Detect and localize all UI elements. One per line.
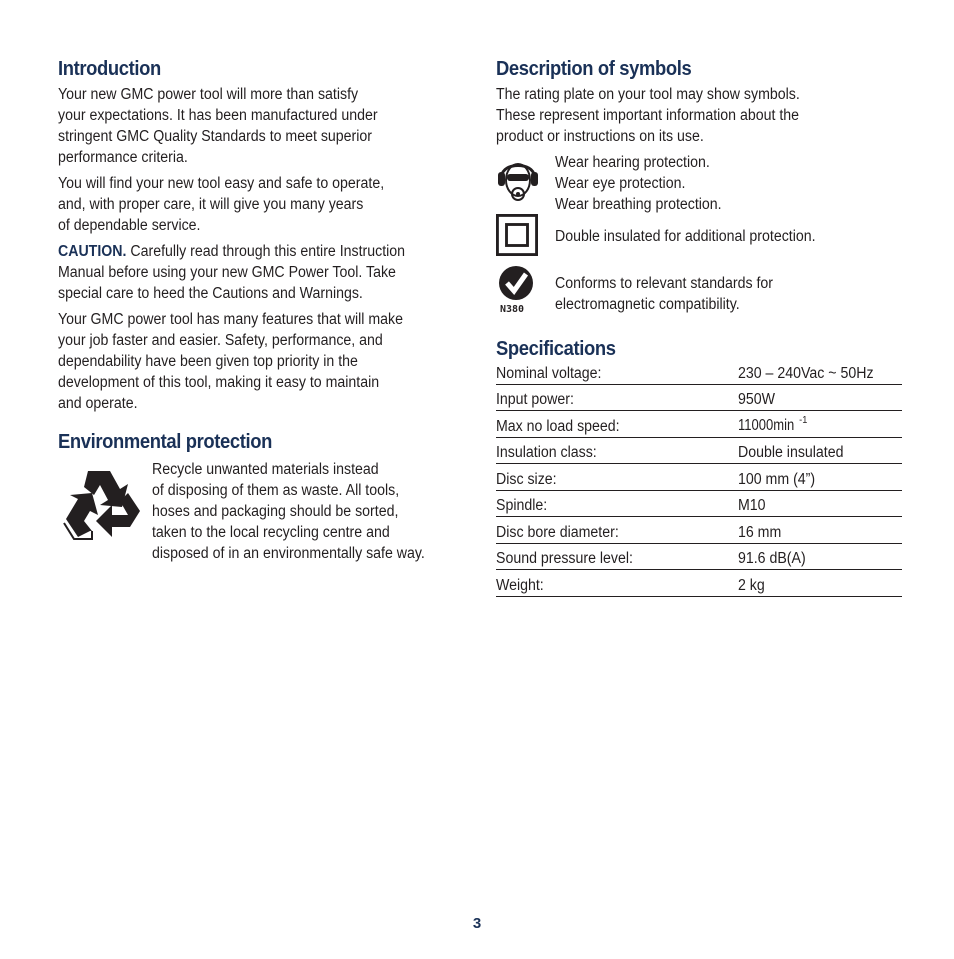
table-row xyxy=(496,384,902,411)
text-line: These represent important information about the xyxy=(496,107,800,124)
spec-value: Double insulated xyxy=(738,437,902,464)
caution-label: CAUTION. xyxy=(58,243,127,260)
environmental-protection-heading: Environmental protection xyxy=(58,431,273,453)
spec-label: Weight: xyxy=(496,570,738,597)
caution-paragraph xyxy=(58,241,453,304)
spec-label: Input power: xyxy=(496,384,738,411)
symbol-row-protection xyxy=(496,152,902,212)
superscript: -1 xyxy=(799,415,808,427)
table-row xyxy=(496,543,902,570)
c-tick-icon xyxy=(496,264,536,302)
text-line: taken to the local recycling centre and xyxy=(152,524,390,541)
environment-block xyxy=(58,459,453,569)
table-row xyxy=(496,437,902,464)
text-line xyxy=(58,241,421,262)
text-line: and, with proper care, it will give you many years xyxy=(58,196,364,213)
text-line: You will find your new tool easy and safe to operate, xyxy=(58,175,385,192)
text-line: dependability have been given top priority in the xyxy=(58,353,358,370)
text-line: hoses and packaging should be sorted, xyxy=(152,503,399,520)
spec-value: 100 mm (4”) xyxy=(738,464,902,491)
text-line: Wear eye protection. xyxy=(555,175,686,192)
text-line: electromagnetic compatibility. xyxy=(555,296,740,313)
right-column xyxy=(496,56,902,597)
double-insulation-text xyxy=(555,226,838,247)
recycle-icon xyxy=(58,459,150,551)
protective-equipment-icon xyxy=(496,154,540,204)
text-line: your job faster and easier. Safety, performance, and xyxy=(58,332,383,349)
table-row xyxy=(496,490,902,517)
text-line: your expectations. It has been manufactured under xyxy=(58,107,378,124)
spec-label: Spindle: xyxy=(496,490,738,517)
table-row xyxy=(496,464,902,491)
environment-text xyxy=(152,459,449,564)
spec-label: Nominal voltage: xyxy=(496,358,738,384)
c-tick-text xyxy=(555,273,792,315)
intro-paragraph-1 xyxy=(58,84,453,168)
text-line: Wear hearing protection. xyxy=(555,154,710,171)
spec-value: 16 mm xyxy=(738,517,902,544)
spec-value: 950W xyxy=(738,384,902,411)
table-row xyxy=(496,411,902,438)
double-insulation-icon xyxy=(496,214,538,256)
spec-value: 11000min $^{-1}$ xyxy=(738,411,902,438)
spec-label: Max no load speed: xyxy=(496,411,738,438)
intro-paragraph-4 xyxy=(58,309,453,414)
text-line: development of this tool, making it easy to maintain xyxy=(58,374,380,391)
specifications-heading: Specifications xyxy=(496,338,616,360)
text-line: Double insulated for additional protection. xyxy=(555,228,816,245)
text-line: Recycle unwanted materials instead xyxy=(152,461,379,478)
spec-value: 230 – 240Vac ~ 50Hz xyxy=(738,358,902,384)
c-tick-label: N380 xyxy=(500,304,525,315)
text-line: performance criteria. xyxy=(58,149,188,166)
description-of-symbols-heading: Description of symbols xyxy=(496,58,692,80)
spec-label: Insulation class: xyxy=(496,437,738,464)
text-line: Your new GMC power tool will more than satisfy xyxy=(58,86,359,103)
table-row xyxy=(496,517,902,544)
table-row xyxy=(496,570,902,597)
spec-value: M10 xyxy=(738,490,902,517)
spec-label: Disc bore diameter: xyxy=(496,517,738,544)
text-line: Manual before using your new GMC Power Tool. Take xyxy=(58,264,396,281)
text-line: Your GMC power tool has many features that will make xyxy=(58,311,403,328)
symbols-intro xyxy=(496,84,902,147)
spec-value: 91.6 dB(A) xyxy=(738,543,902,570)
text-line: Conforms to relevant standards for xyxy=(555,275,774,292)
text-line: of disposing of them as waste. All tools, xyxy=(152,482,400,499)
specifications-table xyxy=(496,358,902,597)
caution-text: Carefully read through this entire Instruction xyxy=(126,243,406,260)
text-line: Wear breathing protection. xyxy=(555,196,722,213)
symbol-row-c-tick xyxy=(496,262,902,336)
text-line: disposed of in an environmentally safe way. xyxy=(152,545,425,562)
text-line: The rating plate on your tool may show symbols. xyxy=(496,86,800,103)
intro-paragraph-2 xyxy=(58,173,453,236)
left-column xyxy=(58,56,453,569)
text-line: and operate. xyxy=(58,395,138,412)
text-line: stringent GMC Quality Standards to meet superior xyxy=(58,128,373,145)
text-line: special care to heed the Cautions and Warnings. xyxy=(58,285,363,302)
protection-text xyxy=(555,152,736,215)
text-line: of dependable service. xyxy=(58,217,201,234)
introduction-heading: Introduction xyxy=(58,58,161,80)
spec-label: Disc size: xyxy=(496,464,738,491)
text-line: product or instructions on its use. xyxy=(496,128,704,145)
page-number: 3 xyxy=(472,915,482,932)
spec-value: 2 kg xyxy=(738,570,902,597)
symbol-row-double-insulation xyxy=(496,212,902,262)
spec-label: Sound pressure level: xyxy=(496,543,738,570)
